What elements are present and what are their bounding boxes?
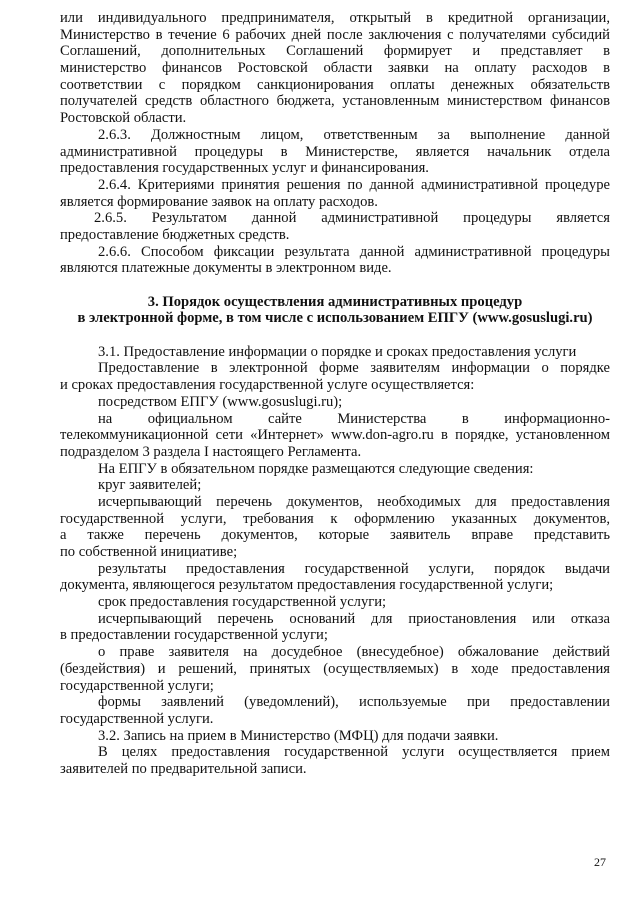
text-line: 2.6.6. Способом фиксации результата данной административной процедуры [98, 243, 610, 260]
spacer [60, 327, 610, 344]
section-3-text [60, 344, 610, 778]
text-line: 3.1. Предоставление информации о порядке и сроках предоставления услуги [98, 343, 577, 360]
text-line: или индивидуального предпринимателя, открытый в кредитной организации, [60, 10, 610, 26]
text-line: Ростовской области. [60, 110, 187, 127]
page-number: 27 [594, 855, 606, 869]
text-line: заявителей по предварительной записи. [60, 760, 307, 777]
text-line: круг заявителей; [98, 477, 202, 494]
section-2-6-text [60, 10, 610, 277]
text-line: о праве заявителя на досудебное (внесудебное) обжалование действий [98, 644, 610, 661]
text-line: являются платежные документы в электронном виде. [60, 260, 392, 277]
text-line: формы заявлений (уведомлений), используемые при предоставлении [98, 694, 610, 711]
text-line: исчерпывающий перечень документов, необходимых для предоставления [98, 493, 610, 510]
text-line: документа, являющегося результатом предоставления государственной услуги; [60, 577, 554, 594]
text-line: государственной услуги; [60, 677, 214, 694]
section-heading-line-1: 3. Порядок осуществления административных процедур [147, 293, 523, 310]
text-line: 2.6.3. Должностным лицом, ответственным за выполнение данной [98, 126, 610, 143]
text-line: государственной услуги. [60, 710, 214, 727]
document-page [60, 10, 610, 778]
text-line: предоставления государственных услуг и финансирования. [60, 160, 429, 177]
text-line: В целях предоставления государственной услуги осуществляется прием [98, 744, 610, 761]
text-line: административной процедуры в Министерстве, является начальник отдела [60, 143, 610, 160]
text-line: является формирование заявок на оплату расходов. [60, 193, 378, 210]
text-line: посредством ЕПГУ (www.gosuslugi.ru); [98, 393, 343, 410]
text-line: в предоставлении государственной услуги; [60, 627, 328, 644]
text-line: министерство финансов Ростовской области заявки на оплату расходов в [60, 60, 610, 77]
text-line: подразделом 3 раздела I настоящего Регламента. [60, 443, 362, 460]
text-line: на официальном сайте Министерства в информационно- [98, 410, 610, 427]
text-line: результаты предоставления государственной услуги, порядок выдачи [98, 560, 610, 577]
text-line: 2.6.4. Критериями принятия решения по данной административной процедуре [98, 176, 610, 193]
text-line: На ЕПГУ в обязательном порядке размещаются следующие сведения: [98, 460, 534, 477]
text-line: и сроках предоставления государственной услуге осуществляется: [60, 377, 475, 394]
text-line: государственной услуги, требования к оформлению указанных документов, [60, 510, 610, 527]
spacer [60, 277, 610, 294]
text-line: срок предоставления государственной услуги; [98, 594, 387, 611]
text-line: 3.2. Запись на прием в Министерство (МФЦ) для подачи заявки. [98, 727, 499, 744]
text-line: по собственной инициативе; [60, 544, 238, 560]
text-line: получателей средств областного бюджета, установленным министерством финансов [60, 93, 610, 110]
text-line: телекоммуникационной сети «Интернет» www.don-agro.ru в порядке, установленном [60, 427, 610, 444]
text-line: соответствии с порядком санкционирования оплаты денежных обязательств [60, 76, 610, 93]
text-line: а также перечень документов, которые заявитель вправе представить [60, 527, 610, 544]
text-line: Предоставление в электронной форме заявителям информации о порядке [98, 360, 610, 377]
text-line: предоставление бюджетных средств. [60, 226, 290, 243]
text-line: Министерство в течение 6 рабочих дней после заключения с получателями субсидий [60, 26, 610, 43]
text-line: Соглашений, дополнительных Соглашений формирует и представляет в [60, 43, 610, 60]
section-heading-line-2: в электронной форме, в том числе с использованием ЕПГУ (www.gosuslugi.ru) [77, 310, 593, 327]
text-line: (бездействия) и решений, принятых (осуществляемых) в ходе предоставления [60, 660, 610, 677]
text-line: исчерпывающий перечень оснований для приостановления или отказа [98, 610, 610, 627]
text-line: 2.6.5. Результатом данной административной процедуры является [94, 210, 610, 227]
